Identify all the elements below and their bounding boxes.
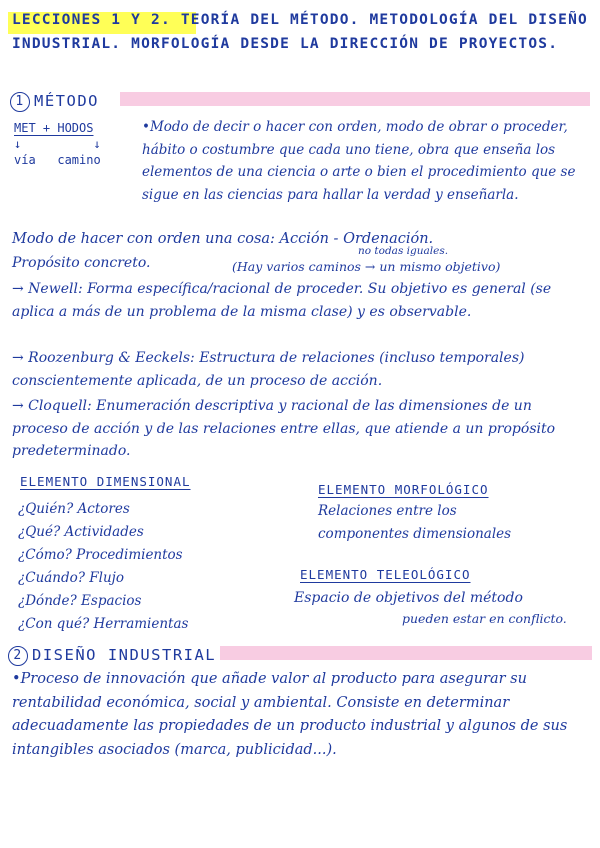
elemento-dimensional-list: [18, 498, 278, 636]
etymology: [14, 120, 134, 168]
section2-number: 2: [8, 646, 28, 666]
section2-title: DISEÑO INDUSTRIAL: [32, 646, 217, 664]
dimensional-item: ¿Con qué? Herramientas: [18, 616, 189, 632]
diseno-industrial-definition: •Proceso de innovación que añade valor al producto para asegurar su rentabilidad económica, social y ambiental. Consiste en determinar adecuadamente las propiedades de un producto industrial y algunos de sus intangibles asociados (marca, publicidad...).: [12, 671, 568, 758]
elemento-morfologico-heading: ELEMENTO MORFOLÓGICO: [318, 482, 489, 497]
metodo-line2b: (Hay varios caminos → un mismo objetivo): [232, 259, 501, 274]
section2-heading: [8, 646, 216, 666]
dimensional-item: ¿Qué? Actividades: [18, 524, 144, 540]
elemento-teleologico-heading: ELEMENTO TELEOLÓGICO: [300, 567, 471, 582]
roozenburg-definition: → Roozenburg & Eeckels: Estructura de relaciones (incluso temporales) conscientemente aplicada, de un proceso de acción.: [12, 350, 525, 389]
elemento-teleologico-note: pueden estar en conflicto.: [402, 611, 567, 626]
elemento-teleologico-text: Espacio de objetivos del método: [294, 590, 523, 606]
dimensional-item: ¿Quién? Actores: [18, 501, 130, 517]
newell-definition: → Newell: Forma específica/racional de proceder. Su objetivo es general (se aplica a más de un problema de la misma clase) y es observable.: [12, 281, 552, 320]
title-rest: TEORÍA DEL MÉTODO. METODOLOGÍA DEL DISEÑO INDUSTRIAL. MORFOLOGÍA DESDE LA DIRECCIÓN DE PROYECTOS.: [12, 12, 588, 52]
section1-heading: [10, 92, 99, 112]
title-lecciones: LECCIONES 1 Y 2.: [12, 12, 171, 28]
section1-number: 1: [10, 92, 30, 112]
section1-highlight: [120, 92, 590, 106]
section1-title: MÉTODO: [34, 92, 99, 110]
metodo-line1: Modo de hacer con orden una cosa: Acción - Ordenación.: [12, 231, 434, 247]
dimensional-item: ¿Cómo? Procedimientos: [18, 547, 183, 563]
dimensional-item: ¿Cuándo? Flujo: [18, 570, 124, 586]
etym-top: MET + HODOS: [14, 121, 94, 135]
dimensional-item: ¿Dónde? Espacios: [18, 593, 142, 609]
etym-bottom: vía camino: [14, 153, 101, 167]
section2-highlight: [220, 646, 592, 660]
metodo-line2a: Propósito concreto.: [12, 255, 151, 271]
elemento-morfologico-text: Relaciones entre los componentes dimensionales: [318, 503, 512, 542]
metodo-note-small: no todas iguales.: [358, 245, 449, 257]
cloquell-definition: → Cloquell: Enumeración descriptiva y racional de las dimensiones de un proceso de acción y de las relaciones entre ellas, que atiende a un propósito predeterminado.: [12, 398, 556, 459]
page-title: [12, 8, 592, 56]
metodo-definition: •Modo de decir o hacer con orden, modo de obrar o proceder, hábito o costumbre que cada uno tiene, obra que enseña los elementos de una ciencia o arte o bien el procedimiento que se sigue en las ciencias para hallar la verdad y enseñarla.: [142, 119, 576, 203]
elemento-dimensional-heading: ELEMENTO DIMENSIONAL: [20, 474, 191, 489]
etym-arrows: ↓ ↓: [14, 137, 101, 151]
